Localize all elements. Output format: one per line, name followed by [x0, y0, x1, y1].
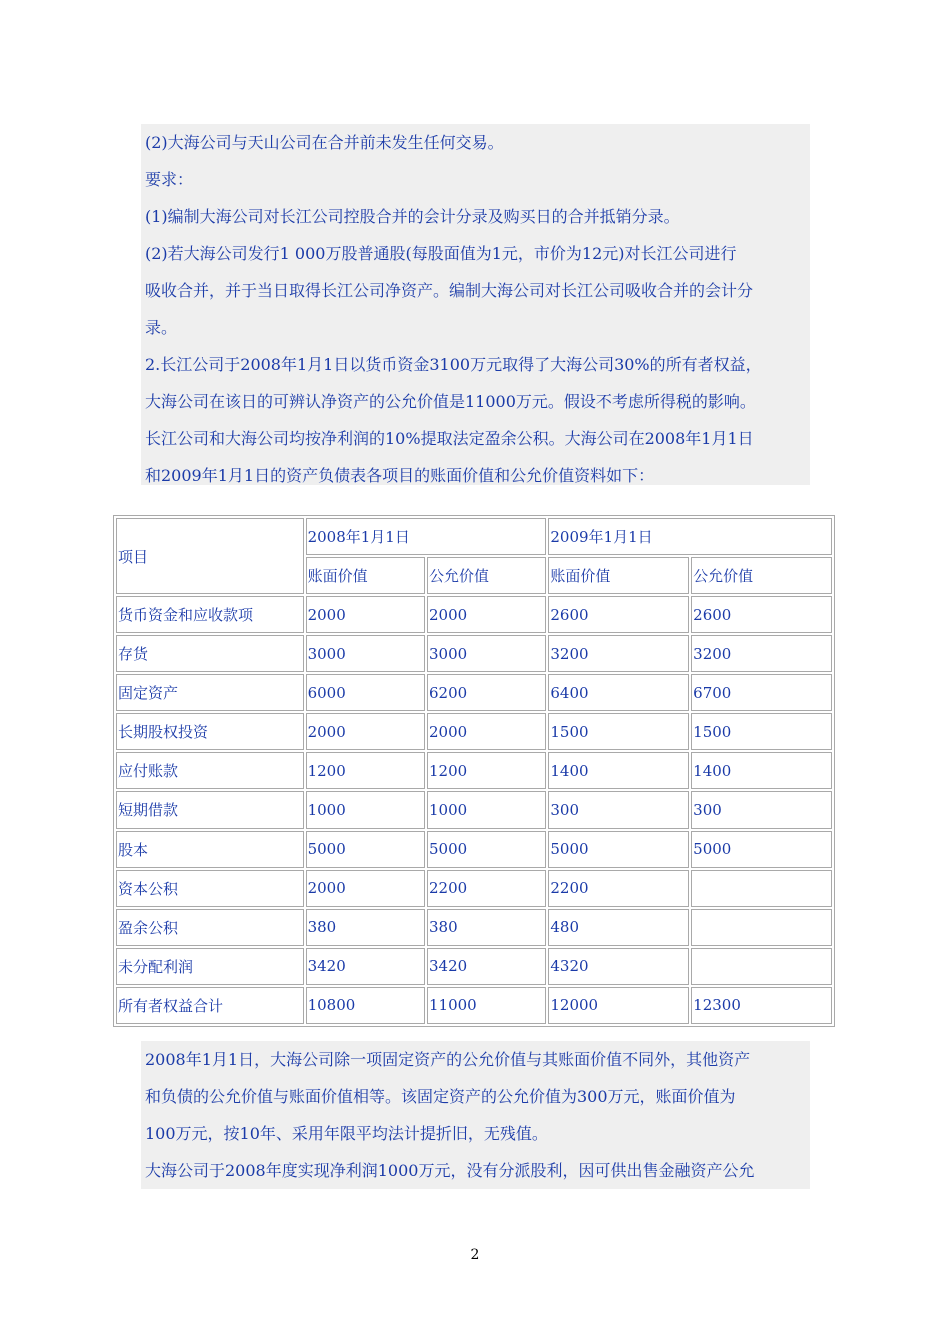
table-cell: 1400 — [548, 752, 689, 789]
table-cell: 10800 — [306, 987, 425, 1024]
paragraph-line: 大海公司在该日的可辨认净资产的公允价值是11000万元。假设不考虑所得税的影响。 — [145, 392, 756, 411]
table-row — [116, 674, 832, 711]
table-cell: 资本公积 — [116, 870, 304, 907]
balance-sheet-table — [113, 515, 835, 1027]
table-cell: 300 — [548, 791, 689, 828]
paragraph-line: 和2009年1月1日的资产负债表各项目的账面价值和公允价值资料如下： — [145, 466, 655, 485]
table-cell: 2000 — [427, 596, 546, 633]
table-cell: 1400 — [691, 752, 832, 789]
table-cell: 2600 — [691, 596, 832, 633]
item-header-cell: 项目 — [116, 518, 304, 594]
paragraph-line: 录。 — [145, 318, 178, 337]
table-cell: 所有者权益合计 — [116, 987, 304, 1024]
subheader-cell: 公允价值 — [427, 557, 546, 594]
table-cell: 5000 — [691, 831, 832, 868]
table-cell: 380 — [306, 909, 425, 946]
table-cell: 盈余公积 — [116, 909, 304, 946]
table-cell: 2000 — [306, 870, 425, 907]
page-number: 2 — [470, 1247, 480, 1263]
subheader-cell: 公允价值 — [691, 557, 832, 594]
table-cell: 3000 — [427, 635, 546, 672]
table-row — [116, 635, 832, 672]
table-cell: 6200 — [427, 674, 546, 711]
table-cell — [691, 909, 832, 946]
table-cell: 1500 — [548, 713, 689, 750]
table-cell: 1500 — [691, 713, 832, 750]
table-row — [116, 791, 832, 828]
table-cell: 应付账款 — [116, 752, 304, 789]
table-row — [116, 948, 832, 985]
paragraph-line: 长江公司和大海公司均按净利润的10%提取法定盈余公积。大海公司在2008年1月1日 — [145, 429, 754, 448]
table-cell: 5000 — [427, 831, 546, 868]
bottom-text-block — [141, 1041, 810, 1189]
paragraph-line: 要求： — [145, 170, 194, 189]
paragraph-line: 100万元，按10年、采用年限平均法计提折旧，无残值。 — [145, 1124, 548, 1143]
table-row — [116, 713, 832, 750]
table-row — [116, 870, 832, 907]
table-cell: 固定资产 — [116, 674, 304, 711]
table-cell: 11000 — [427, 987, 546, 1024]
subheader-cell: 账面价值 — [548, 557, 689, 594]
subheader-cell: 账面价值 — [306, 557, 425, 594]
table-cell: 长期股权投资 — [116, 713, 304, 750]
paragraph-line: 大海公司于2008年度实现净利润1000万元，没有分派股利，因可供出售金融资产公允 — [145, 1161, 755, 1180]
table-cell: 6700 — [691, 674, 832, 711]
table-cell: 12000 — [548, 987, 689, 1024]
table-cell: 3200 — [691, 635, 832, 672]
table-cell: 6000 — [306, 674, 425, 711]
table-cell: 2000 — [306, 596, 425, 633]
paragraph-line: (2)大海公司与天山公司在合并前未发生任何交易。 — [145, 133, 504, 152]
table-row — [116, 909, 832, 946]
table-cell: 3000 — [306, 635, 425, 672]
paragraph-line: 和负债的公允价值与账面价值相等。该固定资产的公允价值为300万元，账面价值为 — [145, 1087, 736, 1106]
paragraph-line: (2)若大海公司发行1 000万股普通股(每股面值为1元，市价为12元)对长江公司进行 — [145, 244, 737, 263]
paragraph-line: 吸收合并，并于当日取得长江公司净资产。编制大海公司对长江公司吸收合并的会计分 — [145, 281, 754, 300]
table-header-row — [116, 518, 832, 555]
table-cell: 1000 — [306, 791, 425, 828]
table-cell: 未分配利润 — [116, 948, 304, 985]
table-cell: 300 — [691, 791, 832, 828]
table-cell: 5000 — [548, 831, 689, 868]
table-cell — [691, 870, 832, 907]
paragraph-line: (1)编制大海公司对长江公司控股合并的会计分录及购买日的合并抵销分录。 — [145, 207, 680, 226]
table-cell: 2000 — [427, 713, 546, 750]
paragraph-line: 2008年1月1日，大海公司除一项固定资产的公允价值与其账面价值不同外，其他资产 — [145, 1050, 751, 1069]
table-cell: 4320 — [548, 948, 689, 985]
table-cell: 3420 — [306, 948, 425, 985]
period-header-cell: 2008年1月1日 — [306, 518, 547, 555]
table-cell: 3420 — [427, 948, 546, 985]
table-cell: 1200 — [306, 752, 425, 789]
top-text-block — [141, 124, 810, 485]
table-row — [116, 831, 832, 868]
paragraph-line: 2.长江公司于2008年1月1日以货币资金3100万元取得了大海公司30%的所有者权益， — [145, 355, 762, 374]
table-cell: 短期借款 — [116, 791, 304, 828]
table-cell: 1000 — [427, 791, 546, 828]
table-cell: 存货 — [116, 635, 304, 672]
table-cell: 2000 — [306, 713, 425, 750]
table-row — [116, 596, 832, 633]
table-cell: 5000 — [306, 831, 425, 868]
table-cell: 2200 — [427, 870, 546, 907]
table-cell: 380 — [427, 909, 546, 946]
table-cell: 2200 — [548, 870, 689, 907]
table-cell: 股本 — [116, 831, 304, 868]
table-row — [116, 987, 832, 1024]
table-cell: 3200 — [548, 635, 689, 672]
table-cell: 480 — [548, 909, 689, 946]
table-cell: 12300 — [691, 987, 832, 1024]
period-header-cell: 2009年1月1日 — [548, 518, 832, 555]
table-cell: 2600 — [548, 596, 689, 633]
table-cell: 6400 — [548, 674, 689, 711]
table-cell: 1200 — [427, 752, 546, 789]
table-cell: 货币资金和应收款项 — [116, 596, 304, 633]
table-row — [116, 752, 832, 789]
table-cell — [691, 948, 832, 985]
